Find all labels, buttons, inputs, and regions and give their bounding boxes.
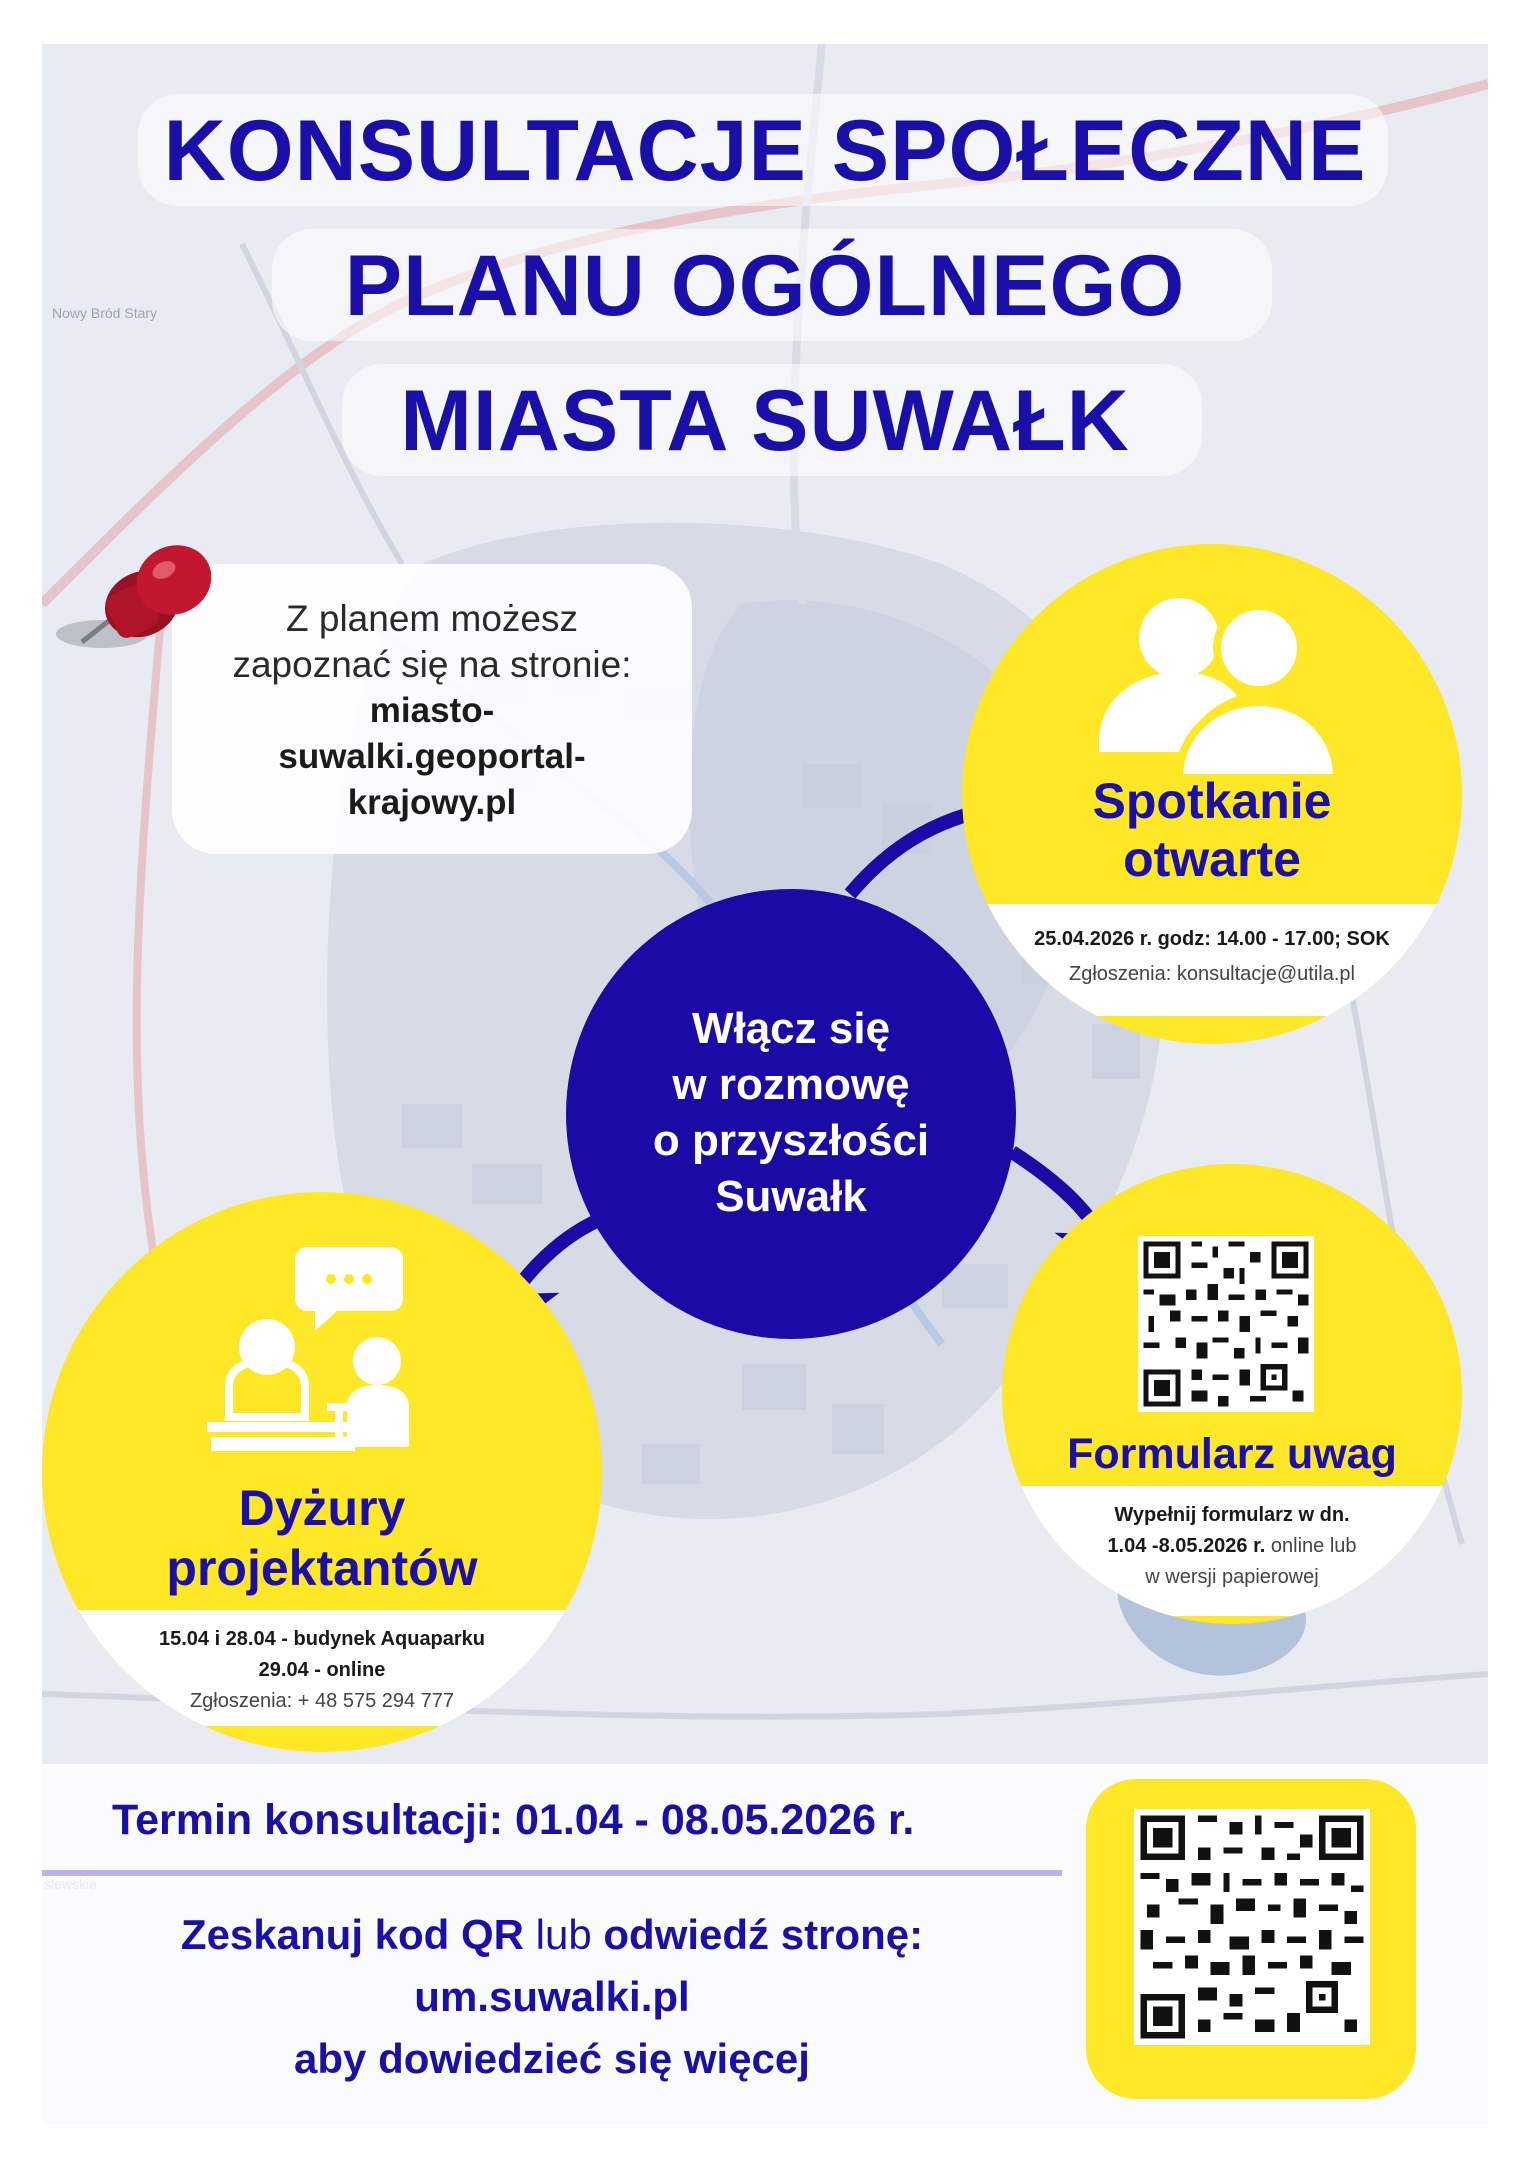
center-text-line-2: w rozmowę xyxy=(672,1060,910,1109)
page-title-line-3: MIASTA SUWAŁK xyxy=(400,373,1130,469)
feedback-form-circle xyxy=(1002,1164,1462,1624)
meeting-title-line-1: Spotkanie xyxy=(1092,773,1332,829)
form-detail-line-3: w wersji papierowej xyxy=(1145,1566,1319,1588)
form-date-range: 1.04 -8.05.2026 r. xyxy=(1107,1535,1266,1557)
cta-scan-qr: Zeskanuj kod QR xyxy=(180,1911,524,1958)
footer-call-to-action xyxy=(72,1904,1032,2090)
info-text-line-2: zapoznać się na stronie: xyxy=(232,644,632,685)
duty-detail-line-2: 29.04 - online xyxy=(258,1659,386,1681)
city-website-link[interactable]: um.suwalki.pl xyxy=(414,1973,690,2020)
duty-title-line-1: Dyżury xyxy=(238,1480,406,1536)
qr-code-icon[interactable] xyxy=(1134,1809,1370,2045)
people-icon xyxy=(1087,592,1337,782)
call-to-action-circle xyxy=(566,889,1016,1339)
consultation-period: Termin konsultacji: 01.04 - 08.05.2026 r. xyxy=(112,1796,915,1844)
cta-line-3: aby dowiedzieć się więcej xyxy=(294,2035,810,2082)
geoportal-link-line-2[interactable]: suwalki.geoportal- xyxy=(278,737,586,776)
form-title: Formularz uwag xyxy=(1067,1430,1397,1478)
center-text-line-1: Włącz się xyxy=(691,1004,891,1053)
duty-details xyxy=(42,1610,602,1726)
page-title-line-2: PLANU OGÓLNEGO xyxy=(344,238,1186,334)
open-meeting-circle xyxy=(962,544,1462,1044)
geoportal-link-line-3[interactable]: krajowy.pl xyxy=(347,783,517,822)
qr-code-icon[interactable] xyxy=(1138,1236,1314,1412)
meeting-details xyxy=(962,904,1462,1016)
duty-title-line-2: projektantów xyxy=(166,1540,478,1596)
cta-line-1 xyxy=(72,1904,1032,1966)
footer-qr-card xyxy=(1086,1779,1416,2099)
map-place-label: Nowy Bród Stary xyxy=(52,305,158,321)
info-text-line-1: Z planem możesz xyxy=(286,598,578,639)
center-text-line-3: o przyszłości xyxy=(652,1116,930,1165)
duty-detail-line-1: 15.04 i 28.04 - budynek Aquaparku xyxy=(158,1628,486,1650)
consultation-desk-icon xyxy=(207,1237,447,1467)
cta-visit-site: odwiedź stronę: xyxy=(603,1911,924,1958)
center-text-line-4: Suwałk xyxy=(715,1172,867,1221)
form-details xyxy=(1002,1486,1462,1616)
meeting-date: 25.04.2026 r. godz: 14.00 - 17.00; SOK xyxy=(1034,928,1390,950)
form-detail-line-2 xyxy=(1002,1535,1462,1558)
cta-or: lub xyxy=(524,1911,604,1958)
page-title-line-1: KONSULTACJE SPOŁECZNE xyxy=(163,103,1367,199)
form-detail-line-1: Wypełnij formularz w dn. xyxy=(1114,1504,1350,1526)
poster xyxy=(42,44,1488,2124)
meeting-title-line-2: otwarte xyxy=(1123,831,1301,887)
geoportal-link-line-1[interactable]: miasto- xyxy=(369,691,495,730)
duty-contact[interactable]: Zgłoszenia: + 48 575 294 777 xyxy=(189,1690,455,1712)
form-detail-online: online lub xyxy=(1265,1535,1357,1557)
footer-divider xyxy=(42,1870,1062,1876)
meeting-contact[interactable]: Zgłoszenia: konsultacje@utila.pl xyxy=(1068,963,1355,985)
designers-duty-circle xyxy=(42,1192,602,1752)
